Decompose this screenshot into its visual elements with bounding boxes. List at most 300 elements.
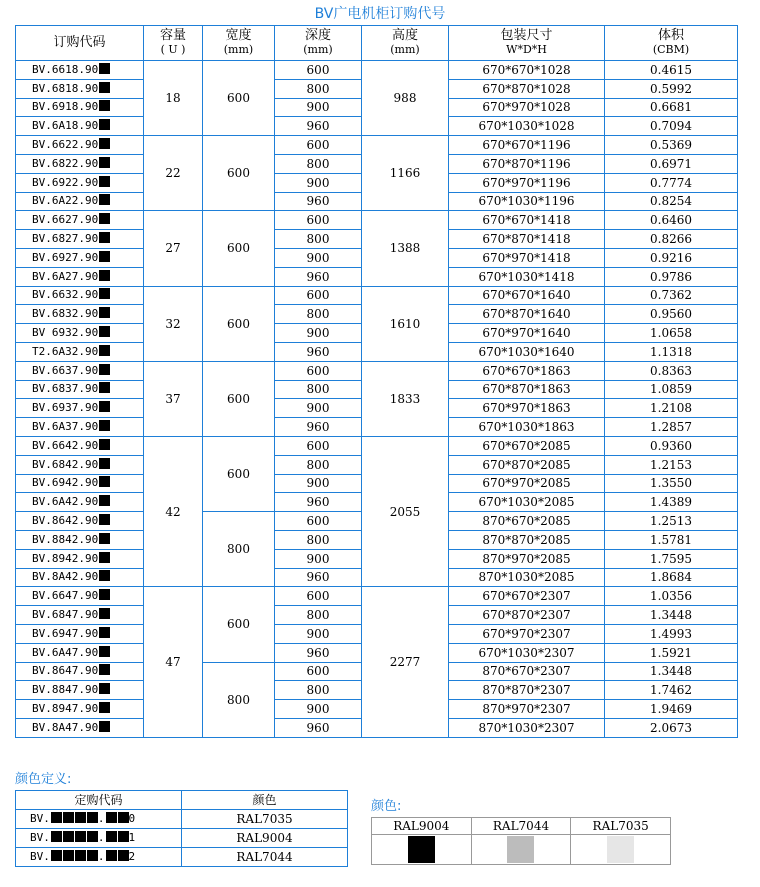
package-size-cell: 670*970*1196 bbox=[449, 173, 605, 192]
color-code-mask-block bbox=[99, 589, 110, 600]
color-code-mask-block bbox=[99, 288, 110, 299]
code-prefix: BV. bbox=[30, 850, 50, 863]
table-row bbox=[16, 211, 738, 230]
order-code-cell bbox=[16, 606, 144, 625]
depth-cell: 600 bbox=[275, 136, 362, 155]
package-size-cell: 670*670*1196 bbox=[449, 136, 605, 155]
color-swatch bbox=[507, 836, 534, 863]
color-definition-table bbox=[15, 790, 348, 867]
volume-cell: 1.4389 bbox=[605, 493, 738, 512]
depth-cell: 600 bbox=[275, 512, 362, 531]
order-code-cell bbox=[16, 173, 144, 192]
package-size-cell: 670*870*1640 bbox=[449, 305, 605, 324]
swatch-cell bbox=[471, 835, 571, 865]
package-size-cell: 870*870*2085 bbox=[449, 530, 605, 549]
depth-cell: 960 bbox=[275, 192, 362, 211]
color-code-mask-block bbox=[99, 646, 110, 657]
color-code-mask-block bbox=[99, 401, 110, 412]
order-code-text: BV.8947.90 bbox=[32, 701, 99, 715]
order-code-cell bbox=[16, 662, 144, 681]
volume-cell: 1.2108 bbox=[605, 399, 738, 418]
color-code-mask-block bbox=[99, 476, 110, 487]
header-width: 宽度 (mm) bbox=[203, 26, 275, 61]
swatch-cell bbox=[372, 835, 472, 865]
color-code-mask-block bbox=[99, 63, 110, 74]
order-code-cell bbox=[16, 248, 144, 267]
volume-cell: 1.2857 bbox=[605, 418, 738, 437]
volume-cell: 2.0673 bbox=[605, 718, 738, 737]
order-code-cell bbox=[16, 643, 144, 662]
order-code-cell bbox=[16, 530, 144, 549]
header-row bbox=[16, 26, 738, 61]
volume-cell: 1.0356 bbox=[605, 587, 738, 606]
height-cell: 1833 bbox=[362, 361, 449, 436]
order-code-cell bbox=[16, 305, 144, 324]
width-cell: 800 bbox=[203, 512, 275, 587]
depth-cell: 600 bbox=[275, 61, 362, 80]
depth-cell: 800 bbox=[275, 305, 362, 324]
depth-cell: 960 bbox=[275, 342, 362, 361]
color-code-mask-block bbox=[99, 570, 110, 581]
order-code-text: BV.6842.90 bbox=[32, 457, 99, 471]
color-digit: 0 bbox=[128, 812, 136, 825]
package-size-cell: 670*670*1418 bbox=[449, 211, 605, 230]
color-def-code-cell bbox=[16, 848, 182, 867]
package-size-cell: 670*1030*2085 bbox=[449, 493, 605, 512]
depth-cell: 960 bbox=[275, 267, 362, 286]
order-code-text: BV.6A42.90 bbox=[32, 495, 99, 509]
volume-cell: 1.3448 bbox=[605, 662, 738, 681]
color-definition-heading: 颜色定义: bbox=[15, 772, 72, 787]
order-code-text: BV.6837.90 bbox=[32, 382, 99, 396]
volume-cell: 0.9360 bbox=[605, 436, 738, 455]
volume-cell: 0.5369 bbox=[605, 136, 738, 155]
header-volume: 体积 (CBM) bbox=[605, 26, 738, 61]
volume-cell: 0.9786 bbox=[605, 267, 738, 286]
depth-cell: 960 bbox=[275, 718, 362, 737]
depth-cell: 800 bbox=[275, 681, 362, 700]
order-code-text: BV.8842.90 bbox=[32, 532, 99, 546]
package-size-cell: 670*670*1863 bbox=[449, 361, 605, 380]
volume-cell: 0.7774 bbox=[605, 173, 738, 192]
capacity-cell: 32 bbox=[144, 286, 203, 361]
order-code-cell bbox=[16, 211, 144, 230]
color-code-mask-block bbox=[99, 458, 110, 469]
order-code-table bbox=[15, 25, 738, 738]
color-swatch bbox=[408, 836, 435, 863]
order-code-text: BV.6647.90 bbox=[32, 589, 99, 603]
depth-cell: 600 bbox=[275, 211, 362, 230]
volume-cell: 1.0658 bbox=[605, 324, 738, 343]
color-digit: 2 bbox=[128, 850, 136, 863]
order-code-cell bbox=[16, 192, 144, 211]
order-code-cell bbox=[16, 568, 144, 587]
color-code-mask-block bbox=[99, 326, 110, 337]
color-swatch-heading: 颜色: bbox=[371, 799, 402, 814]
order-code-text: BV.8647.90 bbox=[32, 664, 99, 678]
package-size-cell: 670*1030*1196 bbox=[449, 192, 605, 211]
code-separator: . bbox=[97, 850, 105, 863]
color-code-mask-block bbox=[99, 514, 110, 525]
color-code-mask-block bbox=[99, 176, 110, 187]
mask-block bbox=[106, 850, 117, 861]
volume-cell: 1.2153 bbox=[605, 455, 738, 474]
order-code-cell bbox=[16, 512, 144, 531]
order-code-text: BV.6632.90 bbox=[32, 288, 99, 302]
volume-cell: 0.7094 bbox=[605, 117, 738, 136]
package-size-cell: 870*870*2307 bbox=[449, 681, 605, 700]
color-swatch-table bbox=[371, 817, 671, 865]
color-code-mask-block bbox=[99, 552, 110, 563]
order-code-text: BV.8942.90 bbox=[32, 551, 99, 565]
mask-block bbox=[87, 812, 98, 823]
swatch-name: RAL9004 bbox=[372, 818, 472, 835]
package-size-cell: 670*1030*2307 bbox=[449, 643, 605, 662]
depth-cell: 800 bbox=[275, 154, 362, 173]
color-code-mask-block bbox=[99, 100, 110, 111]
order-code-text: BV.6A18.90 bbox=[32, 119, 99, 133]
color-code-mask-block bbox=[99, 495, 110, 506]
package-size-cell: 670*970*1640 bbox=[449, 324, 605, 343]
package-size-cell: 670*870*1863 bbox=[449, 380, 605, 399]
package-size-cell: 670*1030*1863 bbox=[449, 418, 605, 437]
swatch-color-row bbox=[372, 835, 671, 865]
package-size-cell: 670*1030*1640 bbox=[449, 342, 605, 361]
order-code-cell bbox=[16, 399, 144, 418]
volume-cell: 1.1318 bbox=[605, 342, 738, 361]
mask-block bbox=[63, 812, 74, 823]
volume-cell: 1.3448 bbox=[605, 606, 738, 625]
package-size-cell: 670*670*1640 bbox=[449, 286, 605, 305]
swatch-cell bbox=[571, 835, 671, 865]
color-def-header-row bbox=[16, 791, 348, 810]
order-code-text: BV.6A47.90 bbox=[32, 645, 99, 659]
color-code-mask-block bbox=[99, 119, 110, 130]
mask-block bbox=[106, 831, 117, 842]
order-code-text: BV.8A47.90 bbox=[32, 720, 99, 734]
width-cell: 600 bbox=[203, 361, 275, 436]
order-code-text: BV.6A22.90 bbox=[32, 194, 99, 208]
color-code-mask-block bbox=[99, 702, 110, 713]
order-code-text: BV.6A37.90 bbox=[32, 420, 99, 434]
depth-cell: 900 bbox=[275, 173, 362, 192]
order-code-text: BV.8A42.90 bbox=[32, 570, 99, 584]
volume-cell: 0.6681 bbox=[605, 98, 738, 117]
volume-cell: 0.9560 bbox=[605, 305, 738, 324]
mask-block bbox=[118, 812, 129, 823]
header-code: 订购代码 bbox=[16, 26, 144, 61]
height-cell: 2055 bbox=[362, 436, 449, 586]
volume-cell: 0.8254 bbox=[605, 192, 738, 211]
width-cell: 600 bbox=[203, 136, 275, 211]
package-size-cell: 870*670*2085 bbox=[449, 512, 605, 531]
order-code-text: BV.6642.90 bbox=[32, 438, 99, 452]
package-size-cell: 670*970*2307 bbox=[449, 624, 605, 643]
height-cell: 2277 bbox=[362, 587, 449, 737]
package-size-cell: 670*970*1418 bbox=[449, 248, 605, 267]
order-code-text: BV.6618.90 bbox=[32, 62, 99, 76]
order-code-cell bbox=[16, 493, 144, 512]
volume-cell: 0.4615 bbox=[605, 61, 738, 80]
width-cell: 800 bbox=[203, 662, 275, 737]
swatch-name: RAL7035 bbox=[571, 818, 671, 835]
volume-cell: 1.8684 bbox=[605, 568, 738, 587]
height-cell: 1610 bbox=[362, 286, 449, 361]
package-size-cell: 870*670*2307 bbox=[449, 662, 605, 681]
depth-cell: 900 bbox=[275, 399, 362, 418]
order-code-text: BV.6832.90 bbox=[32, 307, 99, 321]
swatch-name: RAL7044 bbox=[471, 818, 571, 835]
color-def-header-code: 定购代码 bbox=[16, 791, 182, 810]
order-code-text: BV 6932.90 bbox=[32, 326, 99, 340]
color-def-row bbox=[16, 829, 348, 848]
depth-cell: 960 bbox=[275, 418, 362, 437]
depth-cell: 960 bbox=[275, 643, 362, 662]
color-def-code-cell bbox=[16, 829, 182, 848]
volume-cell: 1.2513 bbox=[605, 512, 738, 531]
order-code-cell bbox=[16, 700, 144, 719]
package-size-cell: 870*1030*2085 bbox=[449, 568, 605, 587]
height-cell: 988 bbox=[362, 61, 449, 136]
mask-block bbox=[63, 850, 74, 861]
mask-block bbox=[63, 831, 74, 842]
mask-block bbox=[87, 850, 98, 861]
package-size-cell: 670*870*1418 bbox=[449, 230, 605, 249]
order-code-cell bbox=[16, 681, 144, 700]
order-code-text: BV.6622.90 bbox=[32, 138, 99, 152]
order-code-cell bbox=[16, 549, 144, 568]
package-size-cell: 670*670*1028 bbox=[449, 61, 605, 80]
color-def-color-cell: RAL7044 bbox=[182, 848, 348, 867]
volume-cell: 1.4993 bbox=[605, 624, 738, 643]
table-body bbox=[16, 61, 738, 738]
mask-block bbox=[51, 812, 62, 823]
order-code-text: BV.8642.90 bbox=[32, 514, 99, 528]
order-code-cell bbox=[16, 61, 144, 80]
order-code-text: BV.6847.90 bbox=[32, 608, 99, 621]
depth-cell: 600 bbox=[275, 662, 362, 681]
depth-cell: 900 bbox=[275, 98, 362, 117]
order-code-text: BV.6918.90 bbox=[32, 100, 99, 114]
mask-block bbox=[75, 812, 86, 823]
header-height: 高度 (mm) bbox=[362, 26, 449, 61]
code-prefix: BV. bbox=[30, 812, 50, 825]
color-def-header-color: 颜色 bbox=[182, 791, 348, 810]
volume-cell: 0.6460 bbox=[605, 211, 738, 230]
header-capacity: 容量 ( U ) bbox=[144, 26, 203, 61]
volume-cell: 0.9216 bbox=[605, 248, 738, 267]
depth-cell: 900 bbox=[275, 700, 362, 719]
order-code-cell bbox=[16, 136, 144, 155]
order-code-text: BV.6927.90 bbox=[32, 250, 99, 264]
capacity-cell: 18 bbox=[144, 61, 203, 136]
color-code-mask-block bbox=[99, 138, 110, 149]
color-def-row bbox=[16, 810, 348, 829]
order-code-cell bbox=[16, 436, 144, 455]
color-code-mask-block bbox=[99, 232, 110, 243]
mask-block bbox=[106, 812, 117, 823]
header-depth: 深度 (mm) bbox=[275, 26, 362, 61]
color-def-code-cell bbox=[16, 810, 182, 829]
page-title: BV广电机柜订购代号 bbox=[314, 6, 446, 22]
volume-cell: 0.7362 bbox=[605, 286, 738, 305]
volume-cell: 1.7595 bbox=[605, 549, 738, 568]
header-package-size: 包装尺寸 W*D*H bbox=[449, 26, 605, 61]
order-code-text: T2.6A32.90 bbox=[32, 344, 99, 358]
package-size-cell: 670*870*1028 bbox=[449, 79, 605, 98]
volume-cell: 1.0859 bbox=[605, 380, 738, 399]
depth-cell: 600 bbox=[275, 436, 362, 455]
order-code-cell bbox=[16, 117, 144, 136]
order-code-text: BV.6947.90 bbox=[32, 626, 99, 640]
color-swatch bbox=[607, 836, 634, 863]
capacity-cell: 37 bbox=[144, 361, 203, 436]
order-code-cell bbox=[16, 342, 144, 361]
mask-block bbox=[75, 850, 86, 861]
code-separator: . bbox=[97, 812, 105, 825]
color-code-mask-block bbox=[99, 251, 110, 262]
order-code-cell bbox=[16, 718, 144, 737]
depth-cell: 900 bbox=[275, 624, 362, 643]
order-code-text: BV.6A27.90 bbox=[32, 269, 99, 283]
order-code-cell bbox=[16, 455, 144, 474]
depth-cell: 600 bbox=[275, 587, 362, 606]
depth-cell: 900 bbox=[275, 248, 362, 267]
order-code-text: BV.8847.90 bbox=[32, 683, 99, 697]
depth-cell: 800 bbox=[275, 606, 362, 625]
color-code-mask-block bbox=[99, 721, 110, 732]
order-code-text: BV.6822.90 bbox=[32, 156, 99, 170]
mask-block bbox=[51, 850, 62, 861]
depth-cell: 900 bbox=[275, 549, 362, 568]
table-row bbox=[16, 61, 738, 80]
depth-cell: 800 bbox=[275, 230, 362, 249]
height-cell: 1166 bbox=[362, 136, 449, 211]
mask-block bbox=[75, 831, 86, 842]
volume-cell: 1.3550 bbox=[605, 474, 738, 493]
order-code-cell bbox=[16, 474, 144, 493]
color-def-row bbox=[16, 848, 348, 867]
depth-cell: 600 bbox=[275, 286, 362, 305]
capacity-cell: 27 bbox=[144, 211, 203, 286]
package-size-cell: 670*1030*1028 bbox=[449, 117, 605, 136]
color-code-mask-block bbox=[99, 382, 110, 393]
order-code-cell bbox=[16, 98, 144, 117]
color-code-mask-block bbox=[99, 364, 110, 375]
color-code-mask-block bbox=[99, 664, 110, 675]
color-def-body bbox=[16, 810, 348, 867]
code-prefix: BV. bbox=[30, 831, 50, 844]
depth-cell: 960 bbox=[275, 493, 362, 512]
order-code-cell bbox=[16, 267, 144, 286]
width-cell: 600 bbox=[203, 61, 275, 136]
package-size-cell: 670*1030*1418 bbox=[449, 267, 605, 286]
order-code-cell bbox=[16, 380, 144, 399]
color-digit: 1 bbox=[128, 831, 136, 844]
order-code-text: BV.6827.90 bbox=[32, 232, 99, 246]
order-code-text: BV.6942.90 bbox=[32, 476, 99, 490]
volume-cell: 0.8363 bbox=[605, 361, 738, 380]
width-cell: 600 bbox=[203, 211, 275, 286]
depth-cell: 960 bbox=[275, 117, 362, 136]
package-size-cell: 670*670*2085 bbox=[449, 436, 605, 455]
color-code-mask-block bbox=[99, 307, 110, 318]
depth-cell: 800 bbox=[275, 455, 362, 474]
capacity-cell: 22 bbox=[144, 136, 203, 211]
color-code-mask-block bbox=[99, 439, 110, 450]
depth-cell: 800 bbox=[275, 79, 362, 98]
depth-cell: 960 bbox=[275, 568, 362, 587]
order-code-cell bbox=[16, 587, 144, 606]
package-size-cell: 670*670*2307 bbox=[449, 587, 605, 606]
color-code-mask-block bbox=[99, 157, 110, 168]
table-row bbox=[16, 286, 738, 305]
color-code-mask-block bbox=[99, 270, 110, 281]
depth-cell: 800 bbox=[275, 380, 362, 399]
package-size-cell: 870*1030*2307 bbox=[449, 718, 605, 737]
order-code-cell bbox=[16, 324, 144, 343]
volume-cell: 0.8266 bbox=[605, 230, 738, 249]
mask-block bbox=[118, 850, 129, 861]
capacity-cell: 47 bbox=[144, 587, 203, 737]
package-size-cell: 870*970*2307 bbox=[449, 700, 605, 719]
order-code-text: BV.6637.90 bbox=[32, 363, 99, 377]
order-code-cell bbox=[16, 79, 144, 98]
package-size-cell: 670*870*2085 bbox=[449, 455, 605, 474]
color-code-mask-block bbox=[99, 627, 110, 638]
color-def-color-cell: RAL7035 bbox=[182, 810, 348, 829]
package-size-cell: 670*970*2085 bbox=[449, 474, 605, 493]
order-code-text: BV.6627.90 bbox=[32, 213, 99, 227]
capacity-cell: 42 bbox=[144, 436, 203, 586]
package-size-cell: 670*870*2307 bbox=[449, 606, 605, 625]
table-row bbox=[16, 587, 738, 606]
color-code-mask-block bbox=[99, 82, 110, 93]
order-code-text: BV.6818.90 bbox=[32, 81, 99, 95]
table-row bbox=[16, 361, 738, 380]
package-size-cell: 870*970*2085 bbox=[449, 549, 605, 568]
volume-cell: 1.5921 bbox=[605, 643, 738, 662]
width-cell: 600 bbox=[203, 587, 275, 662]
table-row bbox=[16, 136, 738, 155]
package-size-cell: 670*870*1196 bbox=[449, 154, 605, 173]
volume-cell: 0.5992 bbox=[605, 79, 738, 98]
volume-cell: 1.9469 bbox=[605, 700, 738, 719]
table-row bbox=[16, 436, 738, 455]
color-code-mask-block bbox=[99, 533, 110, 544]
color-code-mask-block bbox=[99, 345, 110, 356]
color-code-mask-block bbox=[99, 420, 110, 431]
mask-block bbox=[87, 831, 98, 842]
height-cell: 1388 bbox=[362, 211, 449, 286]
package-size-cell: 670*970*1028 bbox=[449, 98, 605, 117]
depth-cell: 600 bbox=[275, 361, 362, 380]
color-def-color-cell: RAL9004 bbox=[182, 829, 348, 848]
package-size-cell: 670*970*1863 bbox=[449, 399, 605, 418]
depth-cell: 800 bbox=[275, 530, 362, 549]
width-cell: 600 bbox=[203, 286, 275, 361]
order-code-text: BV.6922.90 bbox=[32, 175, 99, 189]
order-code-cell bbox=[16, 230, 144, 249]
order-code-cell bbox=[16, 286, 144, 305]
color-code-mask-block bbox=[99, 683, 110, 694]
color-code-mask-block bbox=[99, 213, 110, 224]
order-code-cell bbox=[16, 418, 144, 437]
order-code-cell bbox=[16, 624, 144, 643]
volume-cell: 1.5781 bbox=[605, 530, 738, 549]
order-code-cell bbox=[16, 154, 144, 173]
swatch-name-row bbox=[372, 818, 671, 835]
